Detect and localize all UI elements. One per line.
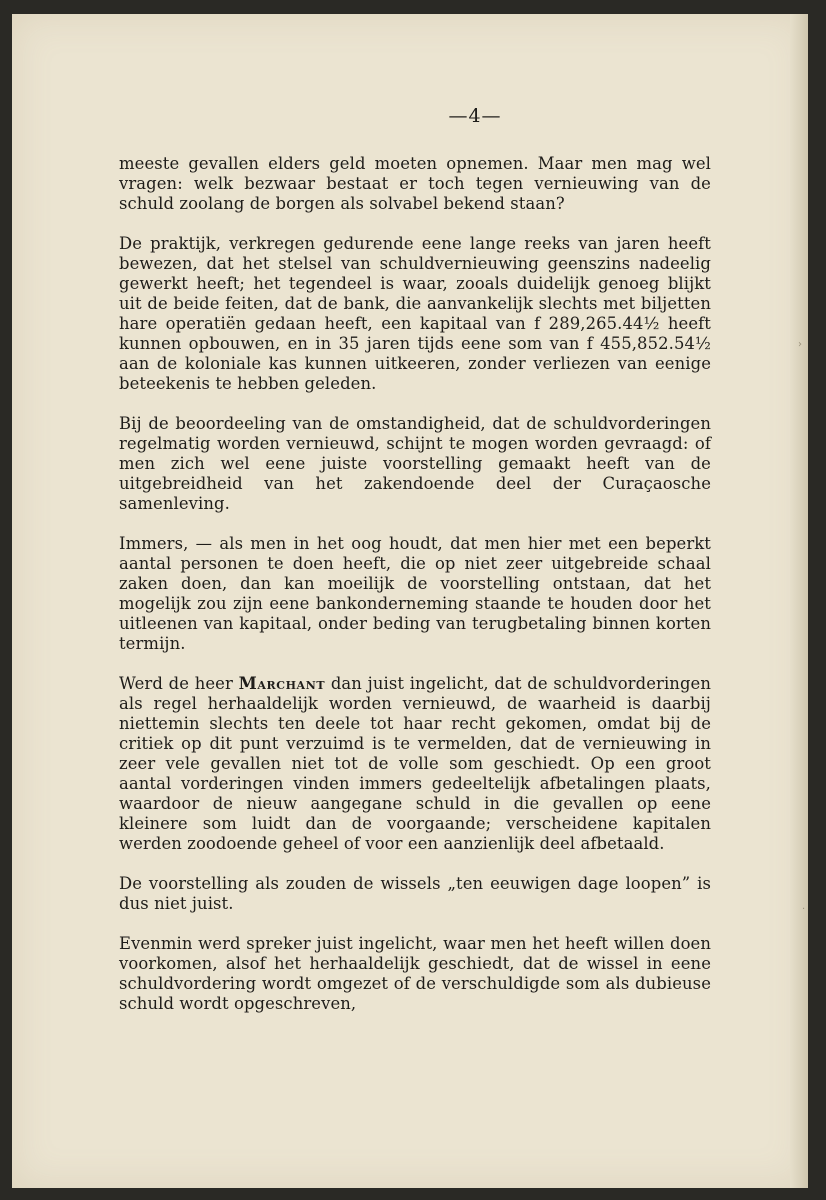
paragraph-5 <box>119 674 711 854</box>
paragraph-6: De voorstelling als zouden de wissels „ten eeuwigen dage loopen” is dus niet juist. <box>119 874 711 913</box>
paragraph-3: Bij de beoordeeling van de omstandigheid, dat de schuldvorderingen regelmatig worden vernieuwd, schijnt te mogen worden gevraagd: of men zich wel eene juiste voorstelling gemaakt heeft van de uitgebreidheid van het zakendoende deel der Curaçaosche samenleving. <box>119 414 711 513</box>
paragraph-5-start: Werd de heer <box>119 674 239 693</box>
paragraph-4: Immers, — als men in het oog houdt, dat men hier met een beperkt aantal personen te doen heeft, die op niet zeer uitgebreide schaal zaken doen, dan kan moeilijk de voorstelling ontstaan, dat het mogelijk zou zijn eene bankonderneming staande te houden door het uitleenen van kapitaal, onder beding van terugbetaling binnen korten termijn. <box>119 534 711 653</box>
margin-mark: › <box>798 339 802 350</box>
person-name: Marchant <box>238 674 326 693</box>
paragraph-1: meeste gevallen elders geld moeten opnemen. Maar men mag wel vragen: welk bezwaar bestaat er toch tegen vernieuwing van de schuld zoolang de borgen als solvabel bekend staan? <box>119 154 711 213</box>
page-number: —4— <box>448 105 502 127</box>
page-edge <box>790 14 808 1188</box>
paragraph-7: Evenmin werd spreker juist ingelicht, waar men het heeft willen doen voorkomen, alsof het herhaaldelijk geschiedt, dat de wissel in eene schuldvordering wordt omgezet of de verschuldigde som als dubieuse schuld wordt opgeschreven, <box>119 934 711 1013</box>
paragraph-5-rest: dan juist ingelicht, dat de schuldvorderingen als regel herhaaldelijk worden vernieuwd, de waarheid is daarbij niettemin slechts ten deele tot haar recht gekomen, omdat bij de critiek op dit punt verzuimd is te vermelden, dat de vernieuwing in zeer vele gevallen niet tot de volle som geschiedt. Op een groot aantal vorderingen vinden immers gedeeltelijk afbetalingen plaats, waardoor de nieuw aangegane schuld in die gevallen op eene kleinere som luidt dan de voorgaande; verscheidene kapitalen werden zoodoende geheel of voor een aanzienlijk deel afbetaald. <box>119 674 711 853</box>
page-text <box>119 106 711 1034</box>
paragraph-2: De praktijk, verkregen gedurende eene lange reeks van jaren heeft bewezen, dat het stelsel van schuldvernieuwing geenszins nadeelig gewerkt heeft; het tegendeel is waar, zooals duidelijk genoeg blijkt uit de beide feiten, dat de bank, die aanvankelijk slechts met biljetten hare operatiën gedaan heeft, een kapitaal van f 289,265.44½ heeft kunnen opbouwen, en in 35 jaren tijds eene som van f 455,852.54½ aan de koloniale kas kunnen uitkeeren, zonder verliezen van eenige beteekenis te hebben geleden. <box>119 234 711 393</box>
margin-mark: · <box>802 904 806 915</box>
document-page <box>12 14 808 1188</box>
